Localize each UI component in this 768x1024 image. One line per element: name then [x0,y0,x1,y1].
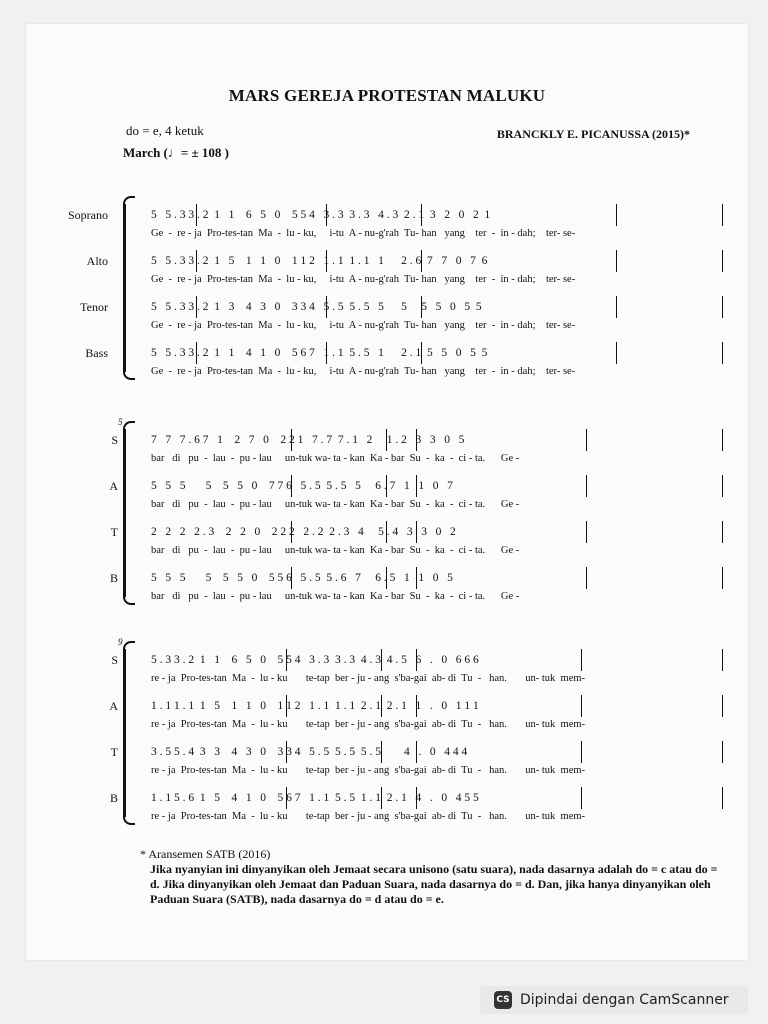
voice-name: B [109,571,118,585]
barline [421,342,422,364]
camscanner-logo-icon: CS [494,991,512,1009]
lyrics-line: bar di pu - lau - pu - lau un-tuk wa- ta - kan Ka - bar Su - ka - ci - ta. Ge - [151,545,520,556]
voice-name: B [109,791,118,805]
measure-number: 5 [118,417,123,427]
barline [722,342,723,364]
barline [386,429,387,451]
lyrics-line: bar di pu - lau - pu - lau un-tuk wa- ta - kan Ka - bar Su - ka - ci - ta. Ge - [151,453,520,464]
barline [286,787,287,809]
lyrics-line: re - ja Pro-tes-tan Ma - lu - ku te-tap ber - ju - ang s'ba-gai ab- di Tu - han. un- tuk mem- [151,719,586,730]
barline [381,695,382,717]
notation-line: 5 5 5 5 5 5 0 7 7 6 5 . 5 5 . 5 5 6 . 7 1 1 0 7 [151,480,453,492]
notation-line: 5 5 . 3 3 . 2 1 1 4 1 0 5 6 7 1 . 1 5 . 5 1 2 . 1 5 5 0 5 5 [151,347,488,359]
composer: BRANCKLY E. PICANUSSA (2015)* [496,127,690,141]
barline [196,296,197,318]
notation-line: 3 . 5 5 . 4 3 3 4 3 0 3 3 4 5 . 5 5 . 5 5 . 5 4 . 0 4 4 4 [151,746,468,758]
barline [421,296,422,318]
voice-name: S [111,653,118,667]
notation-line: 5 5 . 3 3 . 2 1 3 4 3 0 3 3 4 5 . 5 5 . 5 5 5 5 5 0 5 5 [151,301,482,313]
barline [416,567,417,589]
barline [722,204,723,226]
voice-name: A [109,479,118,493]
lyrics-line: re - ja Pro-tes-tan Ma - lu - ku te-tap ber - ju - ang s'ba-gai ab- di Tu - han. un- tuk mem- [151,811,586,822]
barline [291,475,292,497]
notation-line: 2 2 2 2 . 3 2 2 0 2 2 2 2 . 2 2 . 3 4 5 . 4 3 3 0 2 [151,526,456,538]
barline [581,787,582,809]
barline [586,521,587,543]
lyrics-line: Ge - re - ja Pro-tes-tan Ma - lu - ku, i-tu A - nu-g'rah Tu- han yang ter - in - dah; ter- se- [151,320,576,331]
voice-name: Soprano [68,208,108,222]
barline [586,567,587,589]
lyrics-line: Ge - re - ja Pro-tes-tan Ma - lu - ku, i-tu A - nu-g'rah Tu- han yang ter - in - dah; ter- se- [151,274,576,285]
barline [722,787,723,809]
lyrics-line: bar di pu - lau - pu - lau un-tuk wa- ta - kan Ka - bar Su - ka - ci - ta. Ge - [151,499,520,510]
barline [326,296,327,318]
barline [421,204,422,226]
barline [196,342,197,364]
notation-line: 5 5 5 5 5 5 0 5 5 6 5 . 5 5 . 6 7 6 . 5 1 1 0 5 [151,572,453,584]
camscanner-text: Dipindai dengan CamScanner [520,992,729,1008]
barline [586,475,587,497]
footnote-label: * Aransemen SATB (2016) [140,847,271,861]
barline [326,204,327,226]
key-signature: do = e, 4 ketuk [126,123,204,138]
barline [581,695,582,717]
barline [616,204,617,226]
page-title: MARS GEREJA PROTESTAN MALUKU [228,86,546,105]
barline [326,342,327,364]
barline [386,521,387,543]
barline [416,429,417,451]
lyrics-line: bar di pu - lau - pu - lau un-tuk wa- ta - kan Ka - bar Su - ka - ci - ta. Ge - [151,591,520,602]
barline [722,695,723,717]
barline [581,741,582,763]
barline [196,204,197,226]
barline [416,649,417,671]
voice-name: Bass [85,346,108,360]
barline [722,429,723,451]
barline [722,521,723,543]
notation-line: 5 5 . 3 3 . 2 1 1 6 5 0 5 5 4 3 . 3 3 . 3 4 . 3 2 . 1 3 2 0 2 1 [151,209,491,221]
barline [416,521,417,543]
barline [416,475,417,497]
voice-name: T [110,525,118,539]
notation-line: 1 . 1 5 . 6 1 5 4 1 0 5 6 7 1 . 1 5 . 5 1 . 1 2 . 1 4 . 0 4 5 5 [151,792,479,804]
barline [286,695,287,717]
barline [421,250,422,272]
barline [722,296,723,318]
barline [286,741,287,763]
barline [586,429,587,451]
score-page [26,24,748,960]
barline [616,296,617,318]
measure-number: 9 [118,637,123,647]
lyrics-line: re - ja Pro-tes-tan Ma - lu - ku te-tap ber - ju - ang s'ba-gai ab- di Tu - han. un- tuk mem- [151,765,586,776]
lyrics-line: Ge - re - ja Pro-tes-tan Ma - lu - ku, i-tu A - nu-g'rah Tu- han yang ter - in - dah; ter- se- [151,366,576,377]
lyrics-line: Ge - re - ja Pro-tes-tan Ma - lu - ku, i-tu A - nu-g'rah Tu- han yang ter - in - dah; ter- se- [151,228,576,239]
notation-line: 5 . 3 3 . 2 1 1 6 5 0 5 5 4 3 . 3 3 . 3 4 . 3 4 . 5 6 . 0 6 6 6 [151,654,479,666]
barline [381,787,382,809]
barline [381,649,382,671]
barline [722,475,723,497]
barline [722,649,723,671]
barline [616,342,617,364]
barline [416,787,417,809]
lyrics-line: re - ja Pro-tes-tan Ma - lu - ku te-tap ber - ju - ang s'ba-gai ab- di Tu - han. un- tuk mem- [151,673,586,684]
barline [286,649,287,671]
voice-name: S [111,433,118,447]
voice-name: Alto [86,254,108,268]
notation-line: 5 5 . 3 3 . 2 1 5 1 1 0 1 1 2 1 . 1 1 . 1 1 2 . 6 7 7 0 7 6 [151,255,488,267]
barline [326,250,327,272]
voice-name: A [109,699,118,713]
barline [386,567,387,589]
footnote-text: Jika nyanyian ini dinyanyikan oleh Jemaat secara unisono (satu suara), nada dasarnya adalah do = c atau do = d. Jika dinyanyikan oleh Jemaat dan Paduan Suara, nada dasarnya do = d. Dan, jika hanya dinyanyikan oleh Paduan Suara (SATB), nada dasarnya do = d atau do = e. [150,862,718,906]
barline [416,741,417,763]
barline [416,695,417,717]
system-bracket [123,649,134,817]
system-bracket [123,429,134,597]
notation-line: 7 7 7 . 6 7 1 2 7 0 2 2 1 7 . 7 7 . 1 2 1 . 2 3 3 0 5 [151,434,465,446]
barline [581,649,582,671]
notation-line: 1 . 1 1 . 1 1 5 1 1 0 1 1 2 1 . 1 1 . 1 2 . 1 2 . 1 1 . 0 1 1 1 [151,700,479,712]
barline [616,250,617,272]
barline [381,741,382,763]
tempo-marking: March (♩= ± 108 ) [123,145,230,160]
barline [196,250,197,272]
voice-name: Tenor [80,300,108,314]
footnote [140,847,730,907]
barline [722,741,723,763]
barline [386,475,387,497]
barline [291,521,292,543]
camscanner-watermark [480,986,748,1014]
barline [722,567,723,589]
barline [291,429,292,451]
system-bracket [123,204,134,372]
barline [291,567,292,589]
voice-name: T [110,745,118,759]
barline [722,250,723,272]
